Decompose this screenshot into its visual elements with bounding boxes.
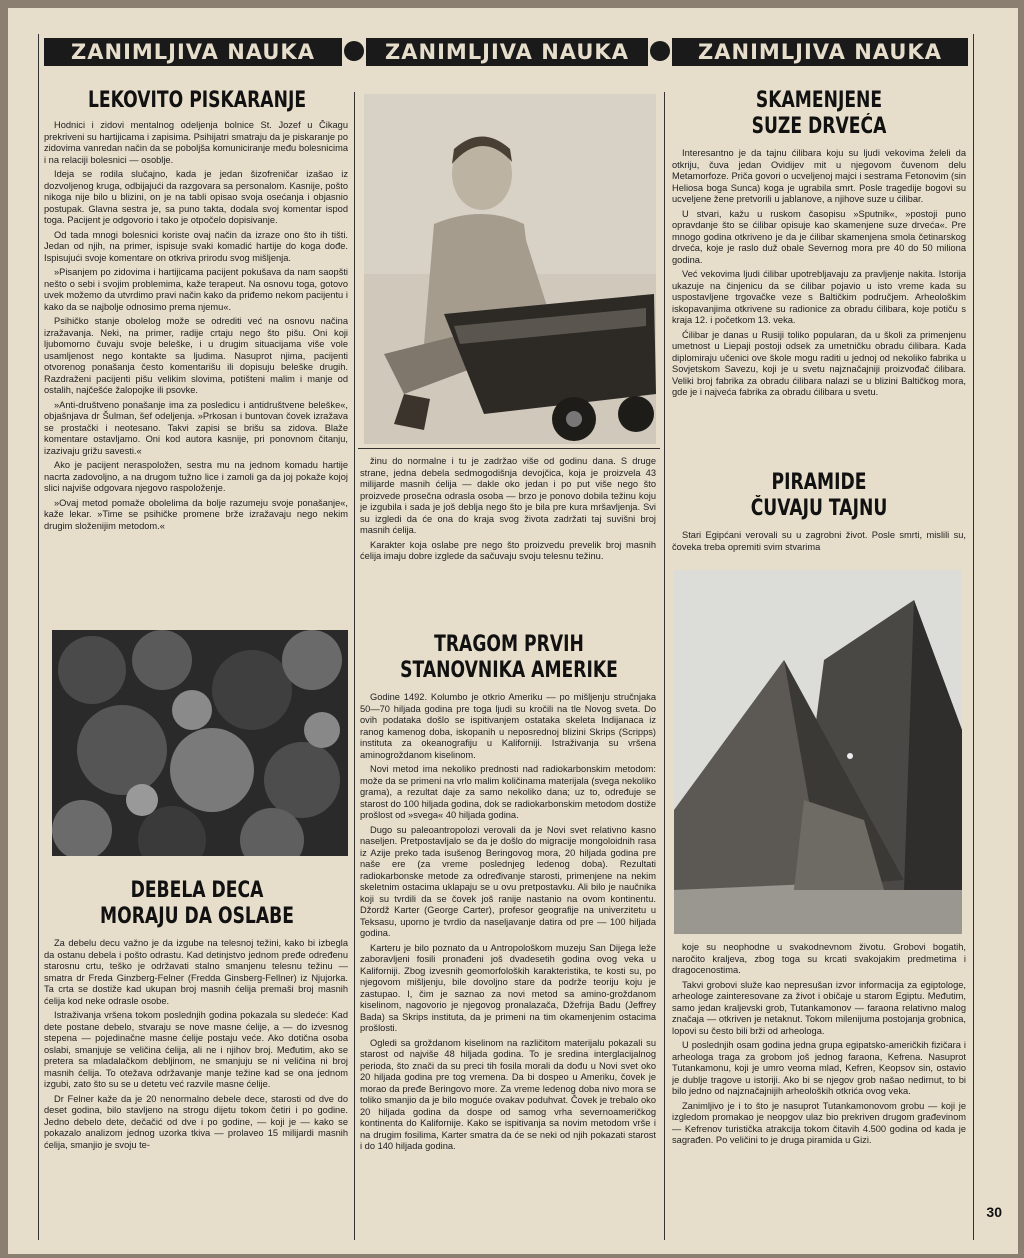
paragraph: »Ovaj metod pomaže obolelima da bolje razumeju svoje ponašanje«, kaže lekar. »Time se psihičke promene brže izražavaju nego nekim drugim složenijim metodom.« — [44, 497, 348, 531]
column-divider-2 — [664, 92, 665, 1240]
banner-segment-3: ZANIMLJIVA NAUKA — [672, 38, 968, 66]
headline-suze-2: SUZE DRVEĆA — [751, 114, 887, 139]
paragraph: Dr Felner kaže da je 20 nenormalno debele dece, starosti od dve do deset godina, bilo stavljeno na strogu dijetu tokom četiri i po godine. Jedno debelo dete, dečačić od dve i po godine, — koji je — kako se pokazalo analizom jednog uzorka tkiva — prolaveo 15 milijardi masnih ćelija, smanjio je svoju te- — [44, 1093, 348, 1150]
paragraph: »Anti-društveno ponašanje ima za posledicu i antidruštvene beleške«, objašnjava dr Šulman, šef odeljenja. »Prkosan i buntovan čovek izražava se prostački i neotesano. Takvi zapisi se brišu sa zidova. Blaže komentare ostavljamo. Oni kod autora kasnije, pri ponovnom čitanju, izazivaju grižu savesti.« — [44, 399, 348, 456]
page-number: 30 — [986, 1204, 1002, 1220]
paragraph: Karakter koja oslabe pre nego što proizvedu prevelik broj masnih ćelija imaju dobre izglede da sačuvaju svoju telesnu težinu. — [360, 539, 656, 561]
headline-amerika-1: TRAGOM PRVIH — [434, 632, 584, 657]
column-divider-1 — [354, 92, 355, 1240]
headline-suze-1: SKAMENJENE — [755, 88, 883, 113]
headline-deca-1: DEBELA DECA — [130, 878, 264, 903]
paragraph: Ćilibar je danas u Rusiji toliko popularan, da u školi za primenjenu umetnost u Liepaji postoji odsek za umetničku obradu ćilibara. Kada diplomiraju učenici ove škole mogu raditi u jednoj od nekoliko fabrika u Sovjetskom Savezu, koji je u svetu najznačajniji proizvođač ćilibara. Veliki broj fabrika za obradu ćilibara nalazi se u blizini Baltičkog mora, gde je i najveća fabrika za obradu ćilibara u svetu. — [672, 329, 966, 397]
headline-piramide-1: PIRAMIDE — [771, 470, 867, 495]
boy-wagon-image — [364, 94, 656, 444]
banner-dot-icon — [344, 41, 364, 61]
pyramids-image — [674, 570, 962, 934]
article-piramide-body — [672, 942, 966, 1240]
article-piskaranje-body — [44, 120, 348, 620]
paragraph: Ideja se rodila slučajno, kada je jedan šizofreničar izašao iz dozvoljenog kruga, odbijajući da razgovara sa personalom. Kasnije, pošto nikoga nije bilo u blizini, on je na tabli opisao svoja osećanja i objasnio postupak. Glavna sestra je, sa puno takta, dodala svoj komentar ispod toga. Pacijent je odgovorio i tako je otpočelo dopisivanje. — [44, 169, 348, 225]
article-suze-body — [672, 148, 966, 458]
paragraph: Zanimljivo je i to što je nasuprot Tutankamonovom grobu — koji je izgledom promakao je neopgov ulaz bio prekriven drugom građevinom — Kefrenov turistička atrakcija tokom čitavih 4.500 godina od kada je sagrađen. Po veličini to je druga piramida u Gizi. — [672, 1100, 966, 1145]
article-deca-continued — [360, 456, 656, 616]
foliage-image — [52, 630, 348, 856]
paragraph: koje su neophodne u svakodnevnom životu. Grobovi bogatih, naročito kraljeva, zbog toga su krcati svakojakim predmetima i dragocenostima. — [672, 942, 966, 975]
paragraph: Ogledi sa groždanom kiselinom na različitom materijalu pokazali su starost od najviše 48 hiljada godina. To je sredina interglacijalnog perioda, što znači da su preci tih fosila morali da dođu u Novi svet oko 20 hiljada godina pre tog vremena. Da bi dospeo u Ameriku, čovek je morao da pređe Beringovo more. Za vreme ledenog doba nivo mora se toliko smanjio da je bilo moguće ovakav poduhvat. Čovek je trebalo oko 20 hiljada godina da dospe od samog vrha severnoameričkog kontinenta do Kalifornije. Kako se ispitivanja sa novim metodom vrše i na drugim fosilima, Karter smatra da će se neki od njih pokazati starost i do 140 hiljada godina. — [360, 1037, 656, 1151]
photo-pyramids — [674, 570, 962, 934]
paragraph: Godine 1492. Kolumbo je otkrio Ameriku — po mišljenju stručnjaka 50—70 hiljada godina pre toga ljudi su kročili na tle Novog sveta. Do ovih podataka došlo se ispitivanjem ostataka skeleta Indijanaca iz ranog kamenog doba, iskopanih u neposrednoj blizini Skrips (Scripps) instituta za okeanografiju u Kaliforniji. Istraživanja su vršena aminogroždanom kiselinom. — [360, 692, 656, 760]
banner-dot-icon — [650, 41, 670, 61]
paragraph: U stvari, kažu u ruskom časopisu »Sputnik«, »postoji puno opravdanje što se ćilibar opisuje kao skamenjene suze drveća«. Pre mnogo godina otkriveno je da je ćilibar skamenjena smola četinarskog drveća, koje je raslo duž obale Severnog mora pre 40 do 50 miliona godina. — [672, 208, 966, 265]
headline-piramide-2: ČUVAJU TAJNU — [750, 496, 888, 521]
headline-piskaranje: LEKOVITO PISKARANJE — [87, 88, 307, 113]
paragraph: Dugo su paleoantropolozi verovali da je Novi svet relativno kasno naseljen. Pretpostavljalo se da je došlo do migracije mongoloidnih rasa iz Azije preko tada isušenog Beringovog mora, 20 hiljada godina pre naše ere (za vreme poslednjeg ledenog doba). Rezultati radiokarbonske metode za određivanje starosti, primenjene na nekim skeletnim ostacima uklapaju se u ovu pretpostavku. Ali bilo je naučnika koji su tvrdili da se čovek još ranije nastanio na ovom kontinentu. Džordž Karter (George Carter), profesor geografije na univerzitetu u Teksasu, uporno je tvrdio da naseljavanje datira od pre — 100 hiljada godina. — [360, 824, 656, 938]
right-frame-rule — [973, 34, 974, 1240]
paragraph: Ako je pacijent neraspoložen, sestra mu na jednom komadu hartije nacrta zadovoljno, a na drugom tužno lice i zamoli ga da joj pokaže kojoj slici najviše odgovara njegovo raspoloženje. — [44, 460, 348, 493]
article-piramide-intro — [672, 530, 966, 566]
paragraph: Od tada mnogi bolesnici koriste ovaj način da izraze ono što ih tišti. Jedan od njih, na primer, ispisuje svaki komadić hartije do koga dođe. Ispisujući svoje komentare on otkriva prirodu svog mišljenja. — [44, 229, 348, 263]
magazine-page — [8, 8, 1018, 1254]
headline-amerika-2: STANOVNIKA AMERIKE — [400, 658, 618, 683]
left-frame-rule — [38, 34, 39, 1240]
paragraph: žinu do normalne i tu je zadržao više od godinu dana. S druge strane, jedna debela sedmogodišnja devojčica, koja je proizvela 43 milijarde masnih ćelija — dakle oko jedan i po put više nego što proizvede prosečna odrasla osoba — brzo je ponovo dobila težinu koju je izgubila i sada je još deblja nego što je bila pre kura mršavljenja. Svi su izgledi da će ona do kraja svog života zadržati taj suvišni broj masnih ćelija. — [360, 456, 656, 535]
photo-foliage — [52, 630, 348, 856]
paragraph: Hodnici i zidovi mentalnog odeljenja bolnice St. Jozef u Čikagu prekriveni su hartijicama i zapisima. Psihijatri smatraju da je piskaranje po zidovima vanredan način da se poboljša komuniciranje među bolesnicima i na relaciji bolesnici — osoblje. — [44, 120, 348, 165]
paragraph: Već vekovima ljudi ćilibar upotrebljavaju za pravljenje nakita. Istorija ukazuje na činjenicu da se ćilibar pojavio u isto vreme kada su uspostavljene trgovačke veze s Baltičkim područjem. Arheološkim iskopavanjima otkrivene su radionice za obradu ćilibara, koje potiču s kraja 12. i početkom 13. veka. — [672, 269, 966, 325]
paragraph: Interesantno je da tajnu ćilibara koju su ljudi vekovima želeli da otkriju, čuva jedan Ovidijev mit u njegovom čuvenom delu Metamorfoze. Priča govori o ucveljenoj majci i sestrama Fetonovim (sin Heliosa boga Sunca) koga je ugrabila smrt. Posle tragedije bogovi su ucveljene žene pretvorili u jablanove, a njihove suze u ćilibar. — [672, 148, 966, 204]
paragraph: Takvi grobovi služe kao nepresušan izvor informacija za egiptologe, arheologe zainteresovane za život i običaje u starom Egiptu. Međutim, samo jedan kraljevski grob, Tutankamonov — faraona relativno malog značaja — otkriven je netaknut. Tokom milenijuma postojanja grobnica, lopovi su često bili brži od arheologa. — [672, 979, 966, 1036]
paragraph: Istraživanja vršena tokom poslednjih godina pokazala su sledeće: Kad dete postane debelo, stvaraju se nove masne ćelije, a — do izvesnog stepena — pojedinačne masne ćelije postaju veće. Ako dotična osoba oslabi, smanjuje se veličina ćelija, ali ne i njihov broj. Međutim, ako se pretera sa mladalačkom debljinom, ne smanjuju se ni veličina ni broj masnih ćelija. To otežava održavanje manje težine kad se ona jednom izgubi, zato što su se u detetu već razvile masne ćelije. — [44, 1010, 348, 1089]
article-amerika-body — [360, 692, 656, 1240]
paragraph: »Pisanjem po zidovima i hartijicama pacijent pokušava da nam saopšti nešto o sebi i svojim problemima, kaže terapeut. Na osnovu toga, gotovo uvek možemo da utvrdimo pravi način kako da priđemo nekom pacijentu i kako da se najbolje odnosimo prema njemu«. — [44, 267, 348, 312]
photo-boy-in-wagon — [364, 94, 656, 444]
paragraph: U poslednjih osam godina jedna grupa egipatsko-američkih fizičara i arheologa traga za grobom još jednog faraona, Kefrena. Nasuprot Tutankamonu, koji je umro veoma mlad, Kefren, Keopsov sin, ostavio je dublje tragove u istoriji. Ako bi se njegov grob našao nedirnut, to bi bilo jedno od najznačajnijih arheoloških otkrića ovog veka. — [672, 1040, 966, 1096]
paragraph: Karteru je bilo poznato da u Antropološkom muzeju San Dijega leže zaboravljeni fosili pronađeni još dvadesetih godina ovog veka u Kaliforniji. Zbog izvesnih geomorfoloških karakteristika, te kosti su, po njegovom mišljenju, bile dovoljno stare da podrže teoriju koju je zastupao. I, čim je saznao za novi metod sa amino-groždanom kiselinom, nagovorio je njegovog pronalazača, Džefrija Badu (Jeffrey Bada) sa Skrips instituta, da je primeni na tim okamenjenim ostacima prošlosti. — [360, 942, 656, 1033]
headline-deca-2: MORAJU DA OSLABE — [100, 904, 294, 929]
banner-segment-1: ZANIMLJIVA NAUKA — [44, 38, 342, 66]
photo-bottom-rule — [358, 448, 660, 449]
paragraph: Psihičko stanje obolelog može se odrediti već na osnovu načina izražavanja. Neki, na primer, radije crtaju nego što pišu. Oni koji ljubomorno čuvaju svoje beleške, i u drugim situacijama više vole usamljenost nego kontakte sa ljudima. Nasuprot njima, pacijenti otvorenog ponašanja često komentarišu ili dopisuju beleške drugih. Razdraženi pacijenti pišu velikim slovima, potišteni malim i manje od ostalih, najčešće žalopojke ili psovke. — [44, 316, 348, 395]
banner-segment-2: ZANIMLJIVA NAUKA — [366, 38, 648, 66]
article-deca-body — [44, 938, 348, 1238]
paragraph: Novi metod ima nekoliko prednosti nad radiokarbonskim metodom: može da se primeni na vrlo malim količinama materijala (svega nekoliko grama), a rezultat daje za samo nekoliko dana; uz to, određuje se starost do 100 hiljada godina, dok se radiokarbonskim metodom dostiže prošlost od »svega« 40 hiljada godina. — [360, 764, 656, 820]
paragraph: Stari Egipćani verovali su u zagrobni život. Posle smrti, mislili su, čoveka treba opremiti svim stvarima — [672, 530, 966, 552]
paragraph: Za debelu decu važno je da izgube na telesnoj težini, kako bi izbegla da ostanu debela i pošto odrastu. Kad detinjstvo jednom pređe određenu starosnu crtu, teško je održavati stalno smanjenu telesnu težinu — smatra dr Freda Ginzberg-Felner (Fredda Ginsberg-Fellner) iz Njujorka. Ta crta se dostiže kad ukupan broj masnih ćelija premaši broj masnih ćelija kod neke odrasle osobe. — [44, 938, 348, 1006]
